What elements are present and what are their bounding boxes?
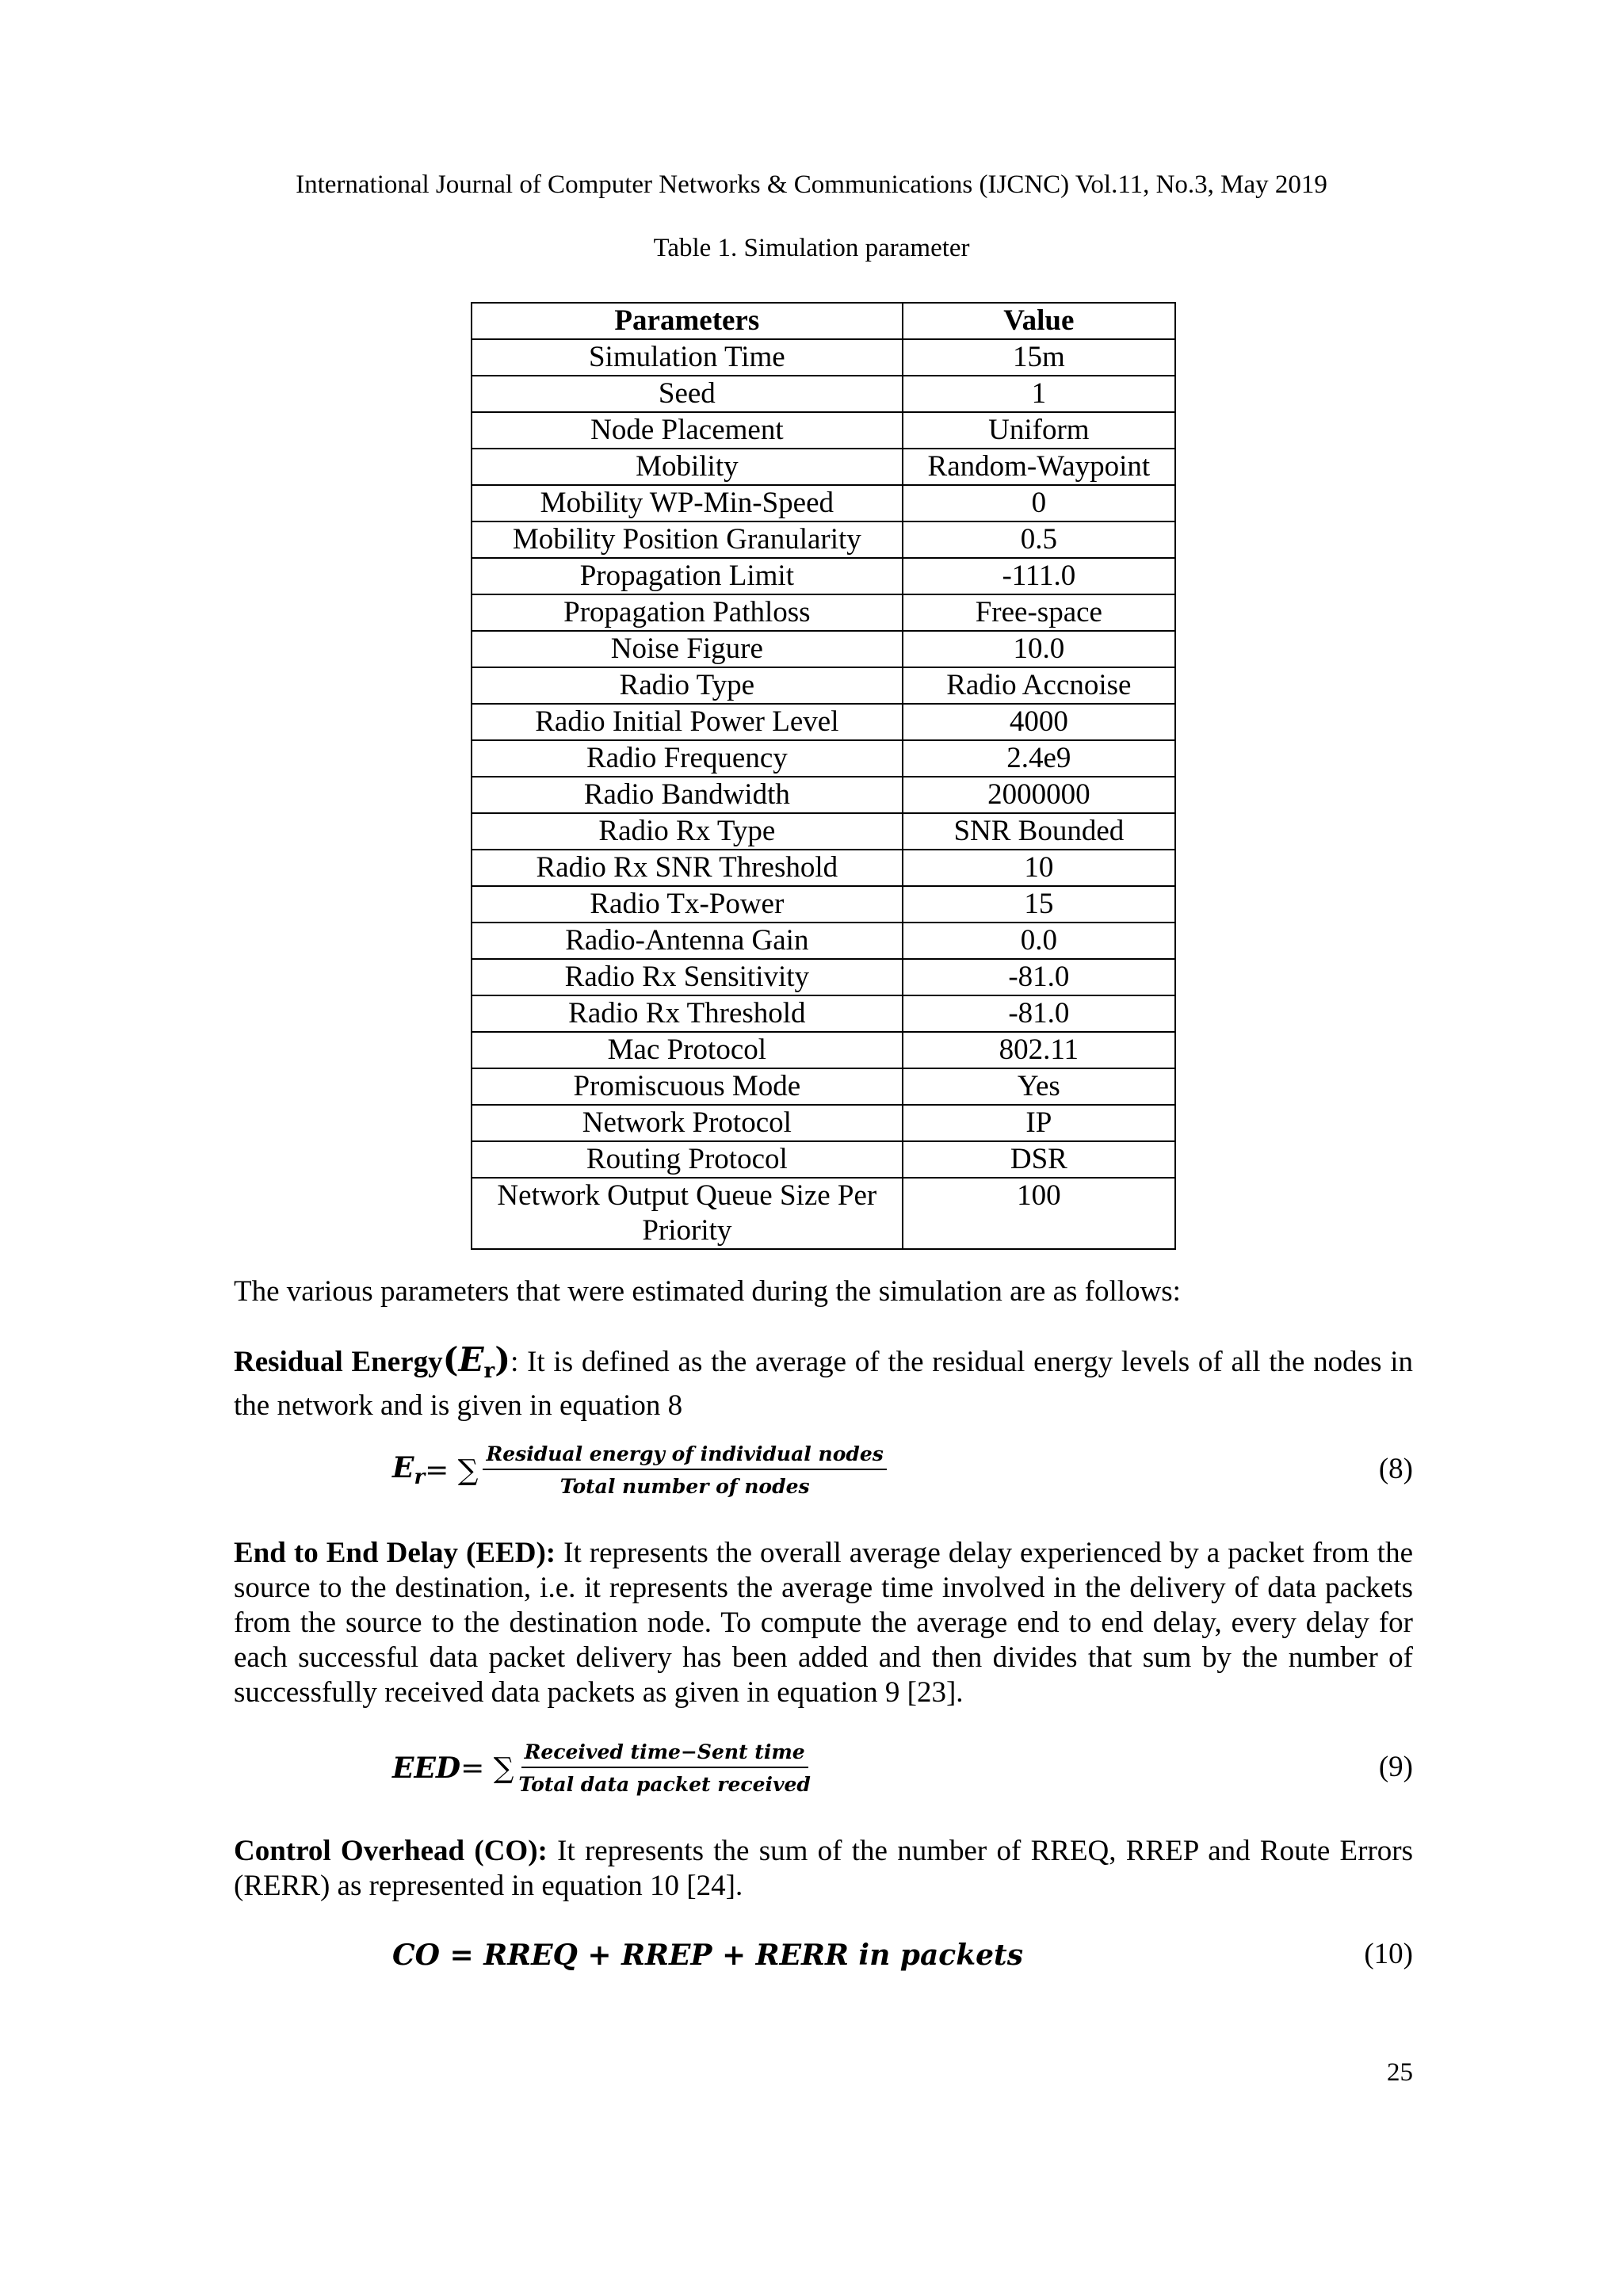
value-cell: SNR Bounded [903, 813, 1175, 850]
table-row [472, 850, 1175, 886]
column-header-parameters: Parameters [472, 303, 903, 339]
value-cell: DSR [903, 1141, 1175, 1178]
parameter-cell: Mobility Position Granularity [472, 521, 903, 558]
parameter-cell: Network Protocol [472, 1105, 903, 1141]
table-row [472, 740, 1175, 777]
table-row [472, 923, 1175, 959]
table-row [472, 631, 1175, 667]
value-cell: 0.5 [903, 521, 1175, 558]
equation-9 [392, 1733, 811, 1804]
eq9-lhs: EED [392, 1752, 461, 1785]
value-cell: Uniform [903, 412, 1175, 449]
table-row [472, 449, 1175, 485]
parameter-cell: Propagation Pathloss [472, 594, 903, 631]
value-cell: -111.0 [903, 558, 1175, 594]
value-cell: 802.11 [903, 1032, 1175, 1068]
table-row [472, 339, 1175, 376]
table-row [472, 1141, 1175, 1178]
parameter-cell: Node Placement [472, 412, 903, 449]
parameter-cell: Simulation Time [472, 339, 903, 376]
eq8-label: (8) [1378, 1453, 1413, 1485]
parameter-cell: Radio Frequency [472, 740, 903, 777]
eed-text: It represents the overall average delay experienced by a packet from the source to the destination, i.e. it represents the average time involved in the delivery of data packets from the source to the destination node. To compute the average end to end delay, every delay for each successful data packet delivery has been added and then divides that sum by the number of successfully received data packets as given in equation 9 [23]. [234, 1537, 1414, 1709]
co-term: Control Overhead (CO): [234, 1835, 548, 1867]
eq10-expression: CO = RREQ + RREP + RERR in packets [392, 1939, 1023, 1972]
value-cell: Radio Accnoise [903, 667, 1175, 704]
column-header-value: Value [903, 303, 1175, 339]
value-cell: 10 [903, 850, 1175, 886]
residual-energy-term: Residual Energy [234, 1346, 443, 1378]
eq9-denominator: Total data packet received [518, 1773, 811, 1796]
parameter-cell: Mac Protocol [472, 1032, 903, 1068]
parameter-cell: Radio Initial Power Level [472, 704, 903, 740]
eq10-label: (10) [1364, 1938, 1413, 1970]
co-text: It represents the sum of the number of RREQ, RREP and Route Errors (RERR) as represented in equation 10 [24]. [234, 1835, 1413, 1902]
parameter-cell: Radio Rx SNR Threshold [472, 850, 903, 886]
parameter-cell: Radio Rx Type [472, 813, 903, 850]
value-cell: Random-Waypoint [903, 449, 1175, 485]
table-row [472, 412, 1175, 449]
parameter-cell: Radio Tx-Power [472, 886, 903, 923]
value-cell: 0.0 [903, 923, 1175, 959]
residual-energy-paragraph: Residual $Energy(E_r)$: It is defined as the average of the residual energy levels of all the nodes in the network and is given in equation 8 [234, 1340, 1413, 1422]
parameter-cell: Noise Figure [472, 631, 903, 667]
table-row [472, 521, 1175, 558]
value-cell: 2.4e9 [903, 740, 1175, 777]
residual-energy-symbol: E [458, 1340, 484, 1379]
table-row [472, 1068, 1175, 1105]
eq8-operator: = ∑ [425, 1454, 479, 1487]
journal-header: International Journal of Computer Networks & Communications (IJCNC) Vol.11, No.3, May 2019 [296, 170, 1327, 199]
table-row [472, 1105, 1175, 1141]
eq9-fraction [518, 1740, 810, 1796]
intro-paragraph: The various parameters that were estimated during the simulation are as follows: [234, 1275, 1181, 1308]
table-row [472, 667, 1175, 704]
value-cell: Yes [903, 1068, 1175, 1105]
value-cell: -81.0 [903, 995, 1175, 1032]
parameter-cell: Radio-Antenna Gain [472, 923, 903, 959]
eq8-denominator: Total number of nodes [559, 1475, 810, 1498]
parameter-cell: Network Output Queue Size Per Priority [472, 1178, 903, 1249]
simulation-parameter-table [471, 302, 1176, 1250]
parameter-cell: Radio Rx Sensitivity [472, 959, 903, 995]
eq9-numerator: Received time−Sent time [521, 1740, 808, 1768]
eq9-operator: = ∑ [460, 1752, 514, 1785]
parameter-cell: Propagation Limit [472, 558, 903, 594]
parameter-cell: Mobility WP-Min-Speed [472, 485, 903, 521]
table-row [472, 886, 1175, 923]
table-row [472, 704, 1175, 740]
eed-paragraph [234, 1536, 1413, 1710]
value-cell: 0 [903, 485, 1175, 521]
table-row [472, 558, 1175, 594]
value-cell: 1 [903, 376, 1175, 412]
table-row [472, 995, 1175, 1032]
page-number: 25 [1387, 2058, 1413, 2087]
value-cell: Free-space [903, 594, 1175, 631]
value-cell: 2000000 [903, 777, 1175, 813]
co-paragraph [234, 1834, 1413, 1904]
parameter-cell: Routing Protocol [472, 1141, 903, 1178]
eq8-numerator: Residual energy of individual nodes [483, 1442, 886, 1470]
table-row [472, 959, 1175, 995]
residual-energy-symbol-sub: r [483, 1359, 495, 1383]
value-cell: 100 [903, 1178, 1175, 1249]
value-cell: 15 [903, 886, 1175, 923]
parameter-cell: Radio Bandwidth [472, 777, 903, 813]
parameter-cell: Seed [472, 376, 903, 412]
parameter-cell: Promiscuous Mode [472, 1068, 903, 1105]
equation-10 [392, 1920, 1023, 1991]
value-cell: 4000 [903, 704, 1175, 740]
table-row [472, 594, 1175, 631]
eq8-fraction [483, 1442, 886, 1498]
table-row [472, 1178, 1175, 1249]
equation-8 [392, 1435, 887, 1506]
eq9-label: (9) [1378, 1751, 1413, 1783]
table-row [472, 777, 1175, 813]
table-header-row [472, 303, 1175, 339]
value-cell: -81.0 [903, 959, 1175, 995]
eq8-lhs: E [392, 1451, 414, 1484]
value-cell: 15m [903, 339, 1175, 376]
eq8-lhs-sub: r [414, 1465, 426, 1489]
parameter-cell: Radio Type [472, 667, 903, 704]
table-row [472, 1032, 1175, 1068]
table-row [472, 376, 1175, 412]
parameter-cell: Radio Rx Threshold [472, 995, 903, 1032]
table-caption: Table 1. Simulation parameter [653, 234, 970, 262]
table-row [472, 813, 1175, 850]
residual-energy-text: : It is defined as the average of the residual energy levels of all the nodes in the network and is given in equation 8 [234, 1346, 1413, 1422]
value-cell: 10.0 [903, 631, 1175, 667]
value-cell: IP [903, 1105, 1175, 1141]
parameter-cell: Mobility [472, 449, 903, 485]
eed-term: End to End Delay (EED): [234, 1537, 556, 1569]
table-row [472, 485, 1175, 521]
